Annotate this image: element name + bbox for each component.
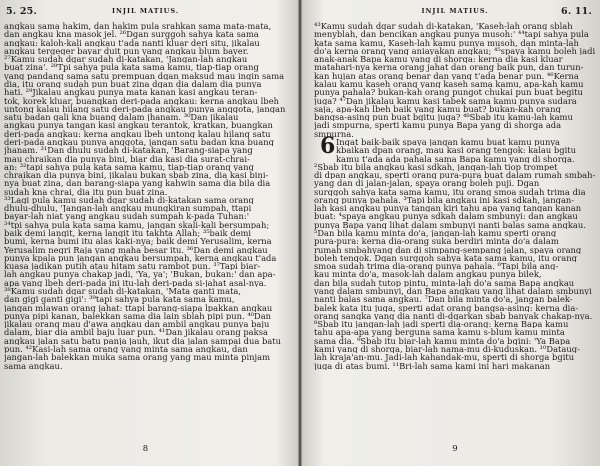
text-line: nya buat zina, dan barang-siapa yang kahwin sama dia bila dia bbox=[4, 179, 271, 188]
right-page-header bbox=[314, 4, 596, 18]
text-line: punya pahala? bukan-kah orang pungot chukai pun buat begitu bbox=[314, 88, 583, 97]
text-line: kamu t'ada ada pahala sama Bapa kamu yang di shorga. bbox=[336, 154, 575, 163]
text-line: ⁸Sbab itu jangan-lah jadi sperti dia-orang: kerna Bapa kamu bbox=[314, 320, 569, 329]
text-line: bangsa-asing pun buat bgitu juga? ⁴⁸Sbab itu kamu-lah kamu bbox=[314, 113, 573, 122]
text-line: kuasa jadikan putih atau hitam satu rambot pun. ³⁷Tapi biar- bbox=[4, 262, 261, 271]
text-line: ³⁸Kamu sudah dgar sudah di-katakan, 'Mata ganti mata, bbox=[4, 287, 242, 296]
text-line: dan gigi ganti gigi': ³⁹tapi sahya pula kata sama kamu, bbox=[4, 295, 235, 304]
text-line: surggoh sahya kata sama kamu, itu orang smoa sudah trima dia bbox=[314, 187, 586, 196]
text-line: sama dia. ⁹Sbab itu biar-lah kamu minta do'a bgini: 'Ya Bapa bbox=[314, 336, 571, 345]
text-line: lah kraja'an-mu. Jadi-lah kahandak-mu, sperti di shorga bgitu bbox=[314, 353, 575, 362]
text-line: an: ³²tapi sahya pula kata sama kamu, tiap-tiap orang yang bbox=[4, 162, 254, 172]
text-line: ³³Lagi pula kamu sudah dgar sudah di-katakan sama orang bbox=[4, 195, 254, 205]
text-line: satu badan gali kna buang dalam jhanam. ³⁰Dan jikalau bbox=[4, 113, 239, 122]
text-line: Ingat baik-baik spaya jangan kamu buat kamu punya bbox=[336, 137, 561, 147]
text-line: ²⁷Kamu sudah dgar sudah di-katakan, 'Jangan-lah angkau bbox=[4, 55, 248, 64]
text-line: angkau punya tangan kasi angkau terantok, kratkan, buangkan bbox=[4, 121, 273, 130]
text-line: untong kalau hilang satu deri-pada angkau punya anggota, jangan bbox=[4, 104, 286, 114]
text-line: kami yang di shorga, biar-lah nama-mu di-kuduskan. ¹⁰Dataug- bbox=[314, 344, 580, 354]
text-line: saja, apa-kah lbeh baik yang kamu buat? bukan-kah orang bbox=[314, 104, 561, 114]
text-line: dan angkau kna masok jel. ²⁶Dgan surggoh sahya kata sama bbox=[4, 30, 259, 39]
text-line: jikalau orang mau d'awa angkau dan ambil angkau punya baju bbox=[4, 320, 270, 329]
right-page-text bbox=[314, 22, 596, 370]
text-line: punya kpala pun jangan angkau bersumpah, kerna angkau t'ada bbox=[4, 253, 277, 263]
text-line: menyblah, dan bencikan angkau punya musoh:' ⁴⁴tapi sahya pula bbox=[314, 30, 589, 39]
text-line: dhulu-dhulu, 'Jangan-lah angkau mungkiran sumpah, ttapi bbox=[4, 204, 252, 213]
text-line: balek kata itu juga, sperti adat orang bangsa-asing: kerna dia- bbox=[314, 303, 579, 312]
text-line: angkau jalan satu batu panja jauh, ikut dia jalan sampai dua batu bbox=[4, 336, 281, 345]
text-line: boleh tengok. Dgan surggoh sahya kata sama kamu, itu orang bbox=[314, 253, 577, 263]
text-line: sudah kna chrai, dia itu pun buat zina. bbox=[4, 187, 168, 196]
text-line: jadi smpurna, sperti kamu punya Bapa yang di shorga ada bbox=[314, 121, 562, 130]
text-line: ³⁴tpi sahya pula kata sama kamu, jangan skali-kali bersumpah; bbox=[4, 220, 270, 230]
text-line: dan bila sudah tutop pintu, minta-lah do'a sama Bapa angkau bbox=[314, 278, 575, 287]
text-line: di dpan angkau, sperti orang pura-pura buat dalam rumah smbah- bbox=[314, 171, 596, 180]
text-line: matahari-nya kerna orang jahat dan orang baik pun, dan turun- bbox=[314, 63, 584, 72]
text-line: yang dan di jalan-jalan, spaya orang boleh puji. Dgan bbox=[314, 179, 540, 188]
text-line: kbaikan dpan orang, mau kasi orang tengok: kalau bgitu bbox=[336, 146, 577, 155]
text-line: smoa sudah trima dia-orang punya pahala. ⁶Tapi bila ang- bbox=[314, 262, 559, 271]
text-line: orang punya pahala. ³Tapi bila angkau ini kasi sdkah, jangan- bbox=[314, 195, 575, 205]
text-line: anak-anak Bapa kamu yang di shorga: kerna dia kasi kluar bbox=[314, 55, 563, 64]
right-header-reference: 6. 11. bbox=[561, 6, 592, 17]
text-line: baik demi langit, kerna langit itu takhta Allah; ³⁵baik demi bbox=[4, 229, 252, 238]
text-line: sama angkau. bbox=[4, 361, 63, 370]
text-line: kalau kamu kaseh orang yang kaseh sama kamu, apa-kah kamu bbox=[314, 79, 584, 89]
right-page bbox=[314, 4, 596, 462]
text-line: tok, korek kluar, buangkan deri-pada angkau: kerna angkau lbeh bbox=[4, 96, 280, 105]
text-line: lah kasi angkau punya tangan kiri tahu apa yang tangan kanan bbox=[314, 204, 582, 213]
text-line: punya pipi kanan, balekkan sama dia lain sblah pipi pun. ⁴⁰Dan bbox=[4, 311, 272, 321]
text-line: nanti balas sama angkau. ⁷Dan bila minta do'a, jangan balek- bbox=[314, 295, 573, 304]
text-line: jhanam. ³¹Dan dhulu sudah di-katakan, 'Barang-siapa yang bbox=[4, 146, 253, 155]
text-line: pun. ⁴²Kasi-lah sama orang yang minta sama angkau, dan bbox=[4, 344, 248, 354]
text-line: tahu apa-apa yang berguna sama kamu s-blum kamu minta bbox=[314, 328, 565, 337]
text-line: apa yang lbeh deri-pada ini itu-lah deri-pada si-jahat asal-nya. bbox=[4, 278, 267, 287]
text-line: juga di atas bumi. ¹¹Bri-lah sama kami ini hari makanan bbox=[314, 361, 551, 370]
text-line: pura-pura: kerna dia-orang suka berdiri minta do'a dalam bbox=[314, 237, 559, 246]
text-line: kata sama kamu, Kaseh-lah kamu punya musoh, dan minta-lah bbox=[314, 38, 579, 47]
text-line: bayar-lah niat yang angkau sudah sumpah k-pada Tuhan:' bbox=[4, 212, 249, 221]
text-line: buat: ⁴spaya angkau punya sdkah dalam smbunyi: dan angkau bbox=[314, 212, 578, 221]
text-line: ⁴³Kamu sudah dgar sudah di-katakan, 'Kaseh-lah orang sblah bbox=[314, 22, 573, 31]
text-line: dalam, biar dia ambil baju luar pun. ⁴¹Dan jikalau orang paksa bbox=[4, 328, 268, 337]
text-line: Yerusalim negri Raja yang maha besar itu. ³⁶Dan demi angkau bbox=[4, 245, 268, 254]
text-line: kan hujan atas orang benar dan yang t'ada benar pun. ⁴⁶Kerna bbox=[314, 71, 579, 80]
left-header-title: INJIL MATIUS. bbox=[111, 7, 180, 15]
text-line: deri-pada angkau: kerna angkau lbeh untong kalau hilang satu bbox=[4, 129, 271, 138]
text-line: punya Bapa yang lihat dalam smbunyi nanti balas sama angkau. bbox=[314, 220, 586, 230]
text-line: rumah smbahyang dan di simpang-sempang jalan, spaya orang bbox=[314, 245, 582, 254]
right-text-after-chapter bbox=[314, 163, 596, 370]
left-header-reference: 5. 25. bbox=[6, 6, 37, 17]
text-line: yang pandang sama satu prempuan dgan maksud mau ingin sama bbox=[4, 71, 285, 80]
text-line: lah angkau punya chakap jadi, 'Ya, ya'; 'Bukan, bukan:' dan apa- bbox=[4, 270, 276, 279]
left-page-text bbox=[4, 22, 287, 370]
right-header-title: INJIL MATIUS. bbox=[421, 7, 489, 15]
left-page-number: 8 bbox=[142, 444, 149, 454]
text-line: deri-pada angkau punya anggota, jangan satu badan kna buang bbox=[4, 137, 274, 147]
text-line: ²Sbab itu bila angkau kasi sdkah, jangan-lah tiop trompet bbox=[314, 162, 558, 172]
text-line: jangan-lah balekkan muka sama orang yang mau minta pinjam bbox=[4, 353, 271, 362]
text-line: bumi, kerna bumi itu alas kaki-nya; baik demi Yerusalim, kerna bbox=[4, 237, 272, 246]
text-line: angkau sama hakim, dan hakim pula srahkan sama mata-mata, bbox=[4, 22, 272, 31]
text-line: chraikan dia punya bini, jikalau bukan sbab zina, dia kasi bini- bbox=[4, 171, 269, 180]
text-line: juga? ⁴⁷Dan jikalau kamu kasi tabek sama kamu punya sudara bbox=[314, 96, 577, 105]
text-line: dia, itu orang sudah pun buat zina dgan dia dalam dia punya bbox=[4, 79, 262, 89]
right-page-number: 9 bbox=[452, 444, 458, 454]
text-line: angkau: kaloh-kali angkau t'ada nanti kluar deri situ, jikalau bbox=[4, 38, 260, 47]
left-page-header bbox=[4, 4, 287, 18]
left-page bbox=[4, 4, 287, 462]
text-line: do'a kerna orang yang aniayakan angkau; ⁴⁵spaya kamu boleh jadi bbox=[314, 46, 596, 56]
text-line: buat zina'. ²⁸Tpi sahya pula kata sama kamu, tiap-tiap orang bbox=[4, 63, 259, 72]
chapter-number: 6 bbox=[320, 132, 336, 159]
text-line: kau minta do'a, masok-lah dalam angkau punya bilek, bbox=[314, 270, 542, 279]
text-line: smpurna. bbox=[314, 129, 354, 138]
text-line: jangan mlawan orang jahat: ttapi barang-siapa lpakkan angkau bbox=[4, 303, 273, 312]
text-line: angkau tergeger bayar duit pun yang angkau blum bayer. bbox=[4, 46, 249, 56]
text-line: orang sangka yang dia nanti di-dgarkan sbab banyak chakap-nya. bbox=[314, 311, 593, 321]
text-line: hati. ²⁹Jikalau angkau punya mata kanan kasi angkau teran- bbox=[4, 88, 258, 97]
text-line: ⁵Dan bila kamu minta do'a, jangan-lah kamu sperti orang bbox=[314, 229, 557, 238]
right-text-before-chapter bbox=[314, 22, 596, 138]
text-line: mau chraikan dia punya bini, biar dia kasi dia surat-chrai- bbox=[4, 154, 250, 163]
text-line: yang dalam smbunyi, dan Bapa angkau yang lihat dalam smbunyi bbox=[314, 287, 592, 296]
